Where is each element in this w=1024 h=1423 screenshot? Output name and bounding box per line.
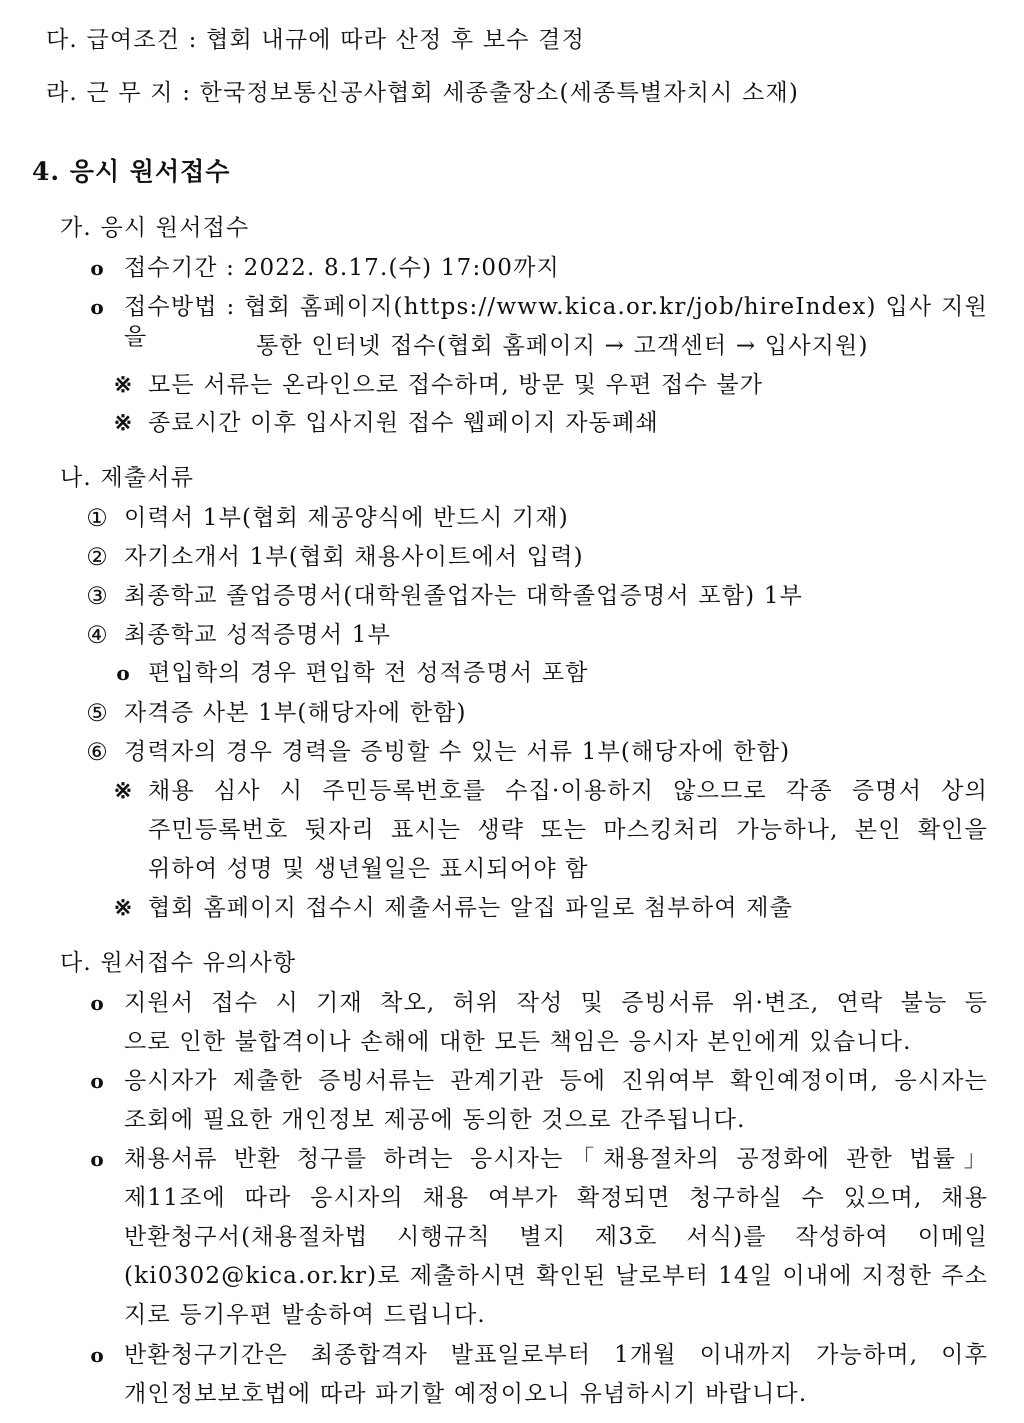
id-number-note-line1: 채용 심사 시 주민등록번호를 수집·이용하지 않으므로 각종 증명서 상의 xyxy=(148,778,988,804)
document-item: 경력자의 경우 경력을 증빙할 수 있는 서류 1부(해당자에 한함) xyxy=(124,739,791,765)
return-note-line1: 채용서류 반환 청구를 하려는 응시자는「채용절차의 공정화에 관한 법률」 xyxy=(124,1146,988,1172)
bullet-icon: o xyxy=(90,991,104,1015)
reference-mark-icon: ※ xyxy=(113,410,133,436)
application-period: 접수기간 : 2022. 8.17.(수) 17:00까지 xyxy=(124,255,560,281)
subsection-title-application: 가. 응시 원서접수 xyxy=(60,215,250,241)
bullet-icon: o xyxy=(90,1147,104,1171)
responsibility-note-line2: 으로 인한 불합격이나 손해에 대한 모든 책임은 응시자 본인에게 있습니다. xyxy=(124,1029,912,1055)
document-item: 최종학교 졸업증명서(대학원졸업자는 대학졸업증명서 포함) 1부 xyxy=(124,583,804,609)
bullet-icon: o xyxy=(90,256,104,280)
transfer-note: 편입학의 경우 편입학 전 성적증명서 포함 xyxy=(148,660,589,686)
item-number: ② xyxy=(86,543,108,571)
bullet-icon: o xyxy=(90,1343,104,1367)
bullet-icon: o xyxy=(90,295,104,319)
salary-condition-line: 다. 급여조건 : 협회 내규에 따라 산정 후 보수 결정 xyxy=(46,27,586,53)
reference-mark-icon: ※ xyxy=(113,895,133,921)
return-note-line3: 반환청구서(채용절차법 시행규칙 별지 제3호 서식)를 작성하여 이메일 xyxy=(124,1224,988,1250)
document-item: 이력서 1부(협회 제공양식에 반드시 기재) xyxy=(124,505,569,531)
return-period-note-line2: 개인정보보호법에 따라 파기할 예정이오니 유념하시기 바랍니다. xyxy=(124,1381,808,1407)
item-number: ③ xyxy=(86,582,108,610)
item-number: ⑤ xyxy=(86,699,108,727)
reference-mark-icon: ※ xyxy=(113,372,133,398)
id-number-note-line2: 주민등록번호 뒷자리 표시는 생략 또는 마스킹처리 가능하나, 본인 확인을 xyxy=(148,817,988,843)
return-note-line2: 제11조에 따라 응시자의 채용 여부가 확정되면 청구하실 수 있으며, 채용 xyxy=(124,1185,988,1211)
item-number: ⑥ xyxy=(86,738,108,766)
item-number: ④ xyxy=(86,621,108,649)
return-note-line4: (ki0302@kica.or.kr)로 제출하시면 확인된 날로부터 14일 이내에 지정한 주소 xyxy=(124,1263,988,1289)
bullet-icon: o xyxy=(116,661,130,685)
return-period-note-line1: 반환청구기간은 최종합격자 발표일로부터 1개월 이내까지 가능하며, 이후 xyxy=(124,1342,988,1368)
verification-note-line2: 조회에 필요한 개인정보 제공에 동의한 것으로 간주됩니다. xyxy=(124,1107,746,1133)
subsection-title-documents: 나. 제출서류 xyxy=(60,465,195,491)
reference-mark-icon: ※ xyxy=(113,778,133,804)
workplace-line: 라. 근 무 지 : 한국정보통신공사협회 세종출장소(세종특별자치시 소재) xyxy=(46,80,800,106)
id-number-note-line3: 위하여 성명 및 생년월일은 표시되어야 함 xyxy=(148,856,589,882)
zip-file-note: 협회 홈페이지 접수시 제출서류는 알집 파일로 첨부하여 제출 xyxy=(148,895,794,921)
bullet-icon: o xyxy=(90,1069,104,1093)
auto-close-note: 종료시간 이후 입사지원 접수 웹페이지 자동폐쇄 xyxy=(148,410,659,436)
section-heading: 4. 응시 원서접수 xyxy=(32,157,231,186)
responsibility-note-line1: 지원서 접수 시 기재 착오, 허위 작성 및 증빙서류 위·변조, 연락 불능 등 xyxy=(124,990,988,1016)
document-item: 최종학교 성적증명서 1부 xyxy=(124,622,392,648)
document-item: 자기소개서 1부(협회 채용사이트에서 입력) xyxy=(124,544,584,570)
verification-note-line1: 응시자가 제출한 증빙서류는 관계기관 등에 진위여부 확인예정이며, 응시자는 xyxy=(124,1068,988,1094)
online-only-note: 모든 서류는 온라인으로 접수하며, 방문 및 우편 접수 불가 xyxy=(148,372,764,398)
return-note-line5: 지로 등기우편 발송하여 드립니다. xyxy=(124,1302,486,1328)
subsection-title-notes: 다. 원서접수 유의사항 xyxy=(60,950,297,976)
document-item: 자격증 사본 1부(해당자에 한함) xyxy=(124,700,467,726)
item-number: ① xyxy=(86,504,108,532)
application-method-line2: 통한 인터넷 접수(협회 홈페이지 → 고객센터 → 입사지원) xyxy=(256,333,869,359)
application-method-line1: 접수방법 : 협회 홈페이지(https://www.kica.or.kr/job/hireIndex) 입사 지원을 xyxy=(124,294,988,350)
